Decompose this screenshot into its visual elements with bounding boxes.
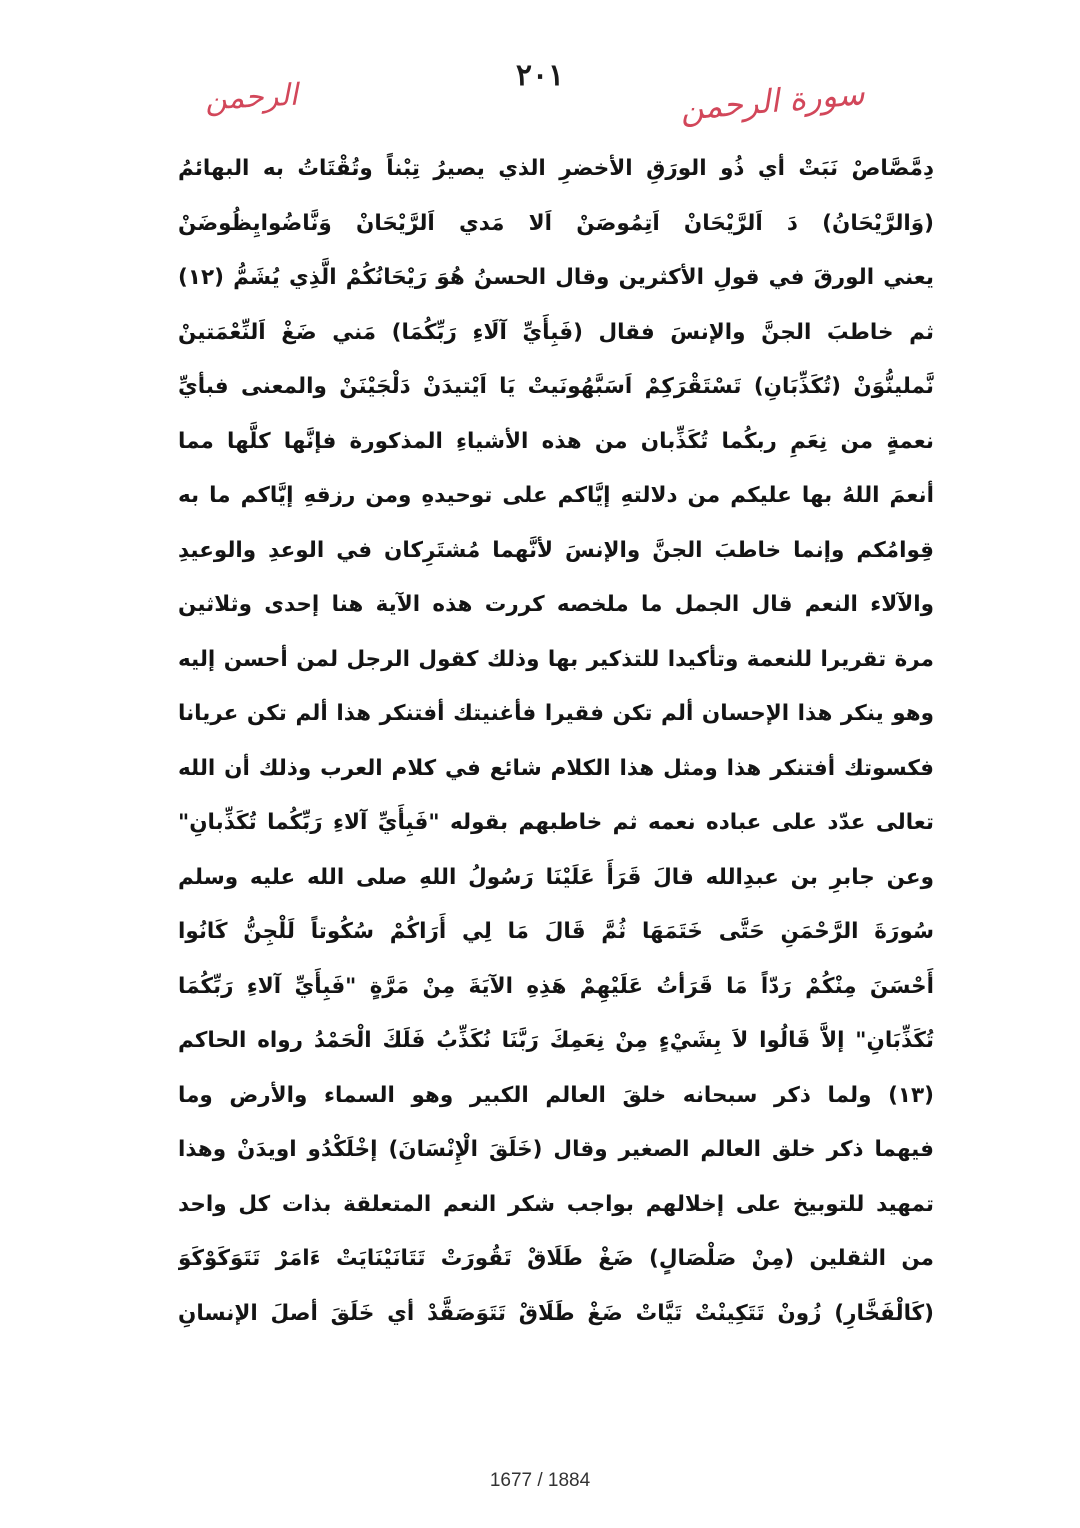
text-line: (وَالرَّيْحَانُ) دَ اَلرَّيْحَانْ اَتِمُوصَنْ اَلا مَدي اَلرَّيْحَانْ وَنَّاضُوايِظُوضَنْ xyxy=(178,210,934,236)
text-line: من الثقلين (مِنْ صَلْصَالٍ) ضَغْ طَلَاقْ تَقُورَتْ تَتَانَيْنَايَتْ ءَامَرْ تَتَوَكَوْكَوَ xyxy=(178,1246,934,1271)
text-line: دِمَّصَّاصْ نَبَتْ أي ذُو الورَقِ الأخضرِ الذي يصيرُ تِبْناً وتُقْتَاتُ به البهائمُ xyxy=(178,156,934,181)
text-line: نعمةٍ من نِعَمِ ربكُما تُكَذِّبان من هذه الأشياءِ المذكورة فإنَّها كلَّها مما xyxy=(178,428,934,454)
page-counter: 1677 / 1884 xyxy=(489,1470,591,1491)
text-line: فكسوتك أفتنكر هذا ومثل هذا الكلام شائع في كلام العرب وذلك أن الله xyxy=(178,755,934,781)
text-line: نَّملينُّوَنْ (تُكَذِّبَانِ) تَسْتَقْرَكِمْ اَسَبَّهُونَيتْ يَا اَيْتيدَنْ دَلْجَيْنَنْ والمعنى فبأيِّ xyxy=(178,374,934,399)
handwritten-note-left: الرحمن xyxy=(204,77,299,118)
text-line: وهو ينكر هذا الإحسان ألم تكن فقيرا فأغنيتك أفتنكر هذا ألم تكن عريانا xyxy=(178,701,934,726)
text-line: سُورَةَ الرَّحْمَنِ حَتَّى خَتَمَهَا ثُمَّ قَالَ مَا لِي أَرَاكُمْ سُكُوتاً لَلْجِنُّ كَانُوا xyxy=(178,919,934,944)
text-line: أنعمَ اللهُ بها عليكم من دلالتهِ إيَّاكم على توحيدهِ ومن رزقهِ إيَّاكم ما به xyxy=(178,483,934,508)
text-line: قِوامُكم وإنما خاطبَ الجنَّ والإنسَ لأنَّهما مُشتَرِكان في الوعدِ والوعيدِ xyxy=(178,537,934,563)
text-line: تُكَذِّبَانِ" إلاَّ قَالُوا لاَ بِشَيْءٍ مِنْ نِعَمِكَ رَبَّنَا نُكَذِّبُ فَلَكَ الْحَمْدُ رواه الحاكم xyxy=(178,1028,934,1053)
text-line: (١٣) ولما ذكر سبحانه خلقَ العالم الكبير وهو السماء والأرض وما xyxy=(178,1082,934,1108)
text-line: والآلاء النعم قال الجمل ما ملخصه كررت هذه الآية هنا إحدى وثلاثين xyxy=(178,592,934,617)
text-line: تمهيد للتوبيخ على إخلالهم بواجب شكر النعم المتعلقة بذات كل واحد xyxy=(178,1191,934,1217)
text-line: أَحْسَنَ مِنْكُمْ رَدّاً مَا قَرَأتُ عَلَيْهِمْ هَذِهِ الآيَةَ مِنْ مَرَّةٍ "فَبِأَيِّ آلاءِ رَبِّكُمَا xyxy=(178,973,934,999)
text-line: (كَالْفَخَّارِ) زُونْ تَتَكِينْتْ تَيَّاتْ ضَغْ طَلَاقْ تَتَوَصَقَّدْ أي خَلَقَ أصلَ الإنسانِ xyxy=(178,1300,934,1326)
text-line: ثم خاطبَ الجنَّ والإنسَ فقال (فَبِأَيِّ آلَاءِ رَبِّكُمَا) مَني ضَغْ اَلنِّعْمَتينْ xyxy=(178,319,934,345)
text-line: مرة تقريرا للنعمة وتأكيدا للتذكير بها وذلك كقول الرجل لمن أحسن إليه xyxy=(178,646,934,672)
handwritten-note-right: سورة الرحمن xyxy=(678,74,866,128)
text-line: فيهما ذكر خلق العالم الصغير وقال (خَلَقَ الْإِنْسَانَ) إخْلَكْدُو اويدَنْ وهذا xyxy=(178,1137,934,1162)
text-line: يعني الورقَ في قولِ الأكثرين وقال الحسنُ هُوَ رَيْحَانُكُمْ الَّذِي يُشَمُّ (١٢) xyxy=(178,265,934,290)
text-line: وعن جابرِ بن عبدِالله قالَ قَرَأَ عَلَيْنَا رَسُولُ اللهِ صلى الله عليه وسلم xyxy=(178,864,934,890)
text-line: تعالى عدّد على عباده نعمه ثم خاطبهم بقوله "فَبِأَيِّ آلاءِ رَبِّكُما تُكَذِّبانِ" xyxy=(178,810,934,835)
body-text xyxy=(178,142,934,1341)
page-number: ٢٠١ xyxy=(515,58,565,93)
